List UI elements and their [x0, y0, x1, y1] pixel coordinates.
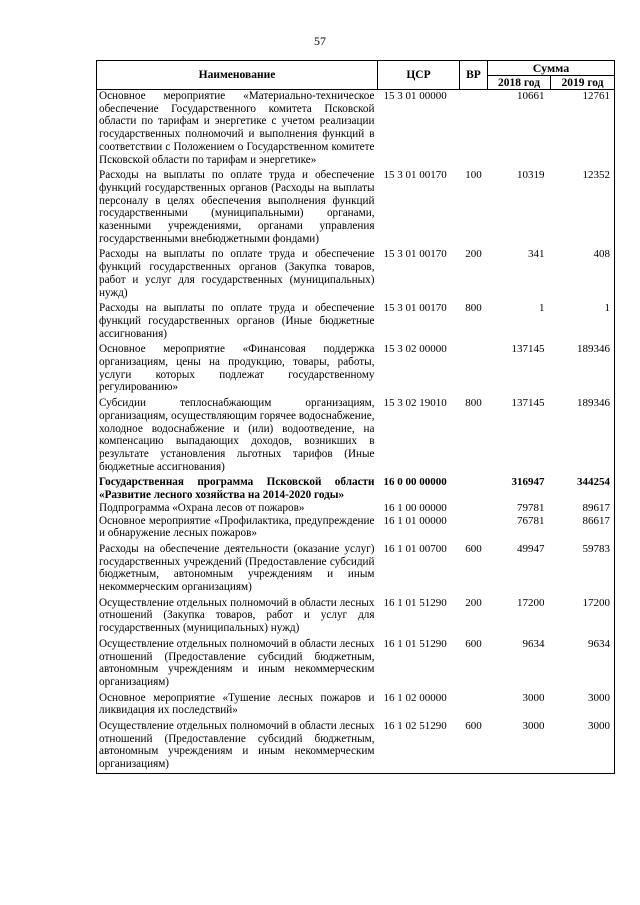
- row-sum-2019-cell: 189346: [551, 340, 615, 394]
- row-sum-2019-cell: 59783: [551, 540, 615, 594]
- row-csr-cell: 16 1 01 51290: [383, 596, 447, 609]
- row-name-cell: Расходы на выплаты по оплате труда и обеспечение функций государственных органов (Расходы на выплаты персоналу в целях обеспечения выполнения функций государственными (муниципальными) органами, казенными учреждениями, органами управления государственными внебюджетными фондами): [97, 166, 378, 245]
- header-sum: Сумма: [488, 61, 615, 76]
- row-sum-2018-cell: 10319: [517, 169, 545, 182]
- budget-table: [96, 60, 615, 774]
- row-sum-2019-cell: 344254: [551, 473, 615, 501]
- table-row: [97, 473, 615, 501]
- row-name-cell: Основное мероприятие «Профилактика, предупреждение и обнаружение лесных пожаров»: [97, 515, 378, 540]
- row-name-cell: Расходы на выплаты по оплате труда и обеспечение функций государственных органов (Иные бюджетные ассигнования): [97, 299, 378, 340]
- row-vr-cell: 200: [465, 596, 482, 609]
- row-sum-2018-cell: 341: [528, 248, 545, 261]
- row-sum-2019-cell: 86617: [551, 515, 615, 540]
- row-vr-cell: 100: [465, 169, 482, 182]
- row-csr-cell: 16 1 01 00000: [383, 514, 447, 527]
- row-sum-2018-cell: 3000: [488, 717, 551, 773]
- page-number: 57: [314, 34, 326, 48]
- table-row: [97, 90, 615, 167]
- row-csr-cell: 15 3 01 00170: [383, 302, 447, 315]
- table-row: [97, 502, 615, 515]
- row-csr-cell: 15 3 02 00000: [383, 343, 447, 356]
- row-csr-cell: 16 0 00 00000: [383, 476, 447, 489]
- row-sum-2019-cell: 3000: [551, 689, 615, 717]
- row-vr-cell: 600: [465, 542, 482, 555]
- table-row: [97, 515, 615, 540]
- table-row: [97, 540, 615, 594]
- row-sum-2018-cell: 17200: [517, 596, 545, 609]
- row-name-cell: Основное мероприятие «Тушение лесных пожаров и ликвидация их последствий»: [97, 689, 378, 717]
- table-row: [97, 594, 615, 635]
- row-sum-2018-cell: 9634: [522, 637, 545, 650]
- row-sum-2019-cell: 12352: [551, 166, 615, 245]
- row-sum-2018-cell: 10661: [517, 90, 545, 102]
- row-vr-cell: [460, 340, 488, 394]
- header-csr: ЦСР: [378, 61, 460, 90]
- table-row: [97, 635, 615, 689]
- row-name-cell: Осуществление отдельных полномочий в области лесных отношений (Предоставление субсидий бюджетным, автономным учреждениям и иным некоммерческим организациям): [97, 717, 378, 773]
- table-row: [97, 166, 615, 245]
- row-csr-cell: 15 3 01 00170: [383, 169, 447, 182]
- row-sum-2019-cell: 408: [551, 245, 615, 299]
- table-row: [97, 245, 615, 299]
- header-vr: ВР: [460, 61, 488, 90]
- row-name-cell: Расходы на обеспечение деятельности (оказание услуг) государственных учреждений (Предоставление субсидий бюджетным, автономным учреждениям и иным некоммерческим организациям): [97, 540, 378, 594]
- row-sum-2018-cell: 49947: [517, 542, 545, 555]
- row-vr-cell: 800: [465, 397, 482, 410]
- row-csr-cell: 16 1 00 00000: [383, 501, 447, 514]
- header-year-2018: 2018 год: [488, 76, 551, 90]
- row-sum-2018-cell: 137145: [511, 343, 545, 356]
- row-sum-2019-cell: 89617: [551, 502, 615, 515]
- header-name: Наименование: [97, 61, 378, 90]
- row-sum-2018-cell: 1: [539, 302, 545, 315]
- row-sum-2018-cell: 3000: [522, 691, 545, 704]
- row-sum-2018-cell: 137145: [511, 397, 545, 410]
- row-csr-cell: 15 3 01 00170: [383, 248, 447, 261]
- row-vr-cell: 800: [465, 302, 482, 315]
- row-sum-2019-cell: 3000: [551, 717, 615, 773]
- row-csr-cell: 16 1 01 00700: [383, 542, 447, 555]
- table-body: [97, 90, 615, 774]
- row-sum-2018-cell: 79781: [517, 501, 545, 514]
- row-sum-2019-cell: 1: [551, 299, 615, 340]
- row-name-cell: Субсидии теплоснабжающим организациям, организациям, осуществляющим горячее водоснабжение, холодное водоснабжение и (или) водоотведение, на компенсацию выпадающих доходов, возникших в результате установления льготных тарифов (Иные бюджетные ассигнования): [97, 394, 378, 473]
- row-sum-2019-cell: 12761: [551, 90, 615, 167]
- row-vr-cell: [460, 473, 488, 501]
- row-vr-cell: [460, 689, 488, 717]
- table-row: [97, 689, 615, 717]
- row-name-cell: Осуществление отдельных полномочий в области лесных отношений (Закупка товаров, работ и услуг для государственных (муниципальных) нужд): [97, 594, 378, 635]
- row-sum-2019-cell: 189346: [551, 394, 615, 473]
- row-vr-cell: 600: [465, 637, 482, 650]
- row-csr-cell: 16 1 01 51290: [383, 637, 447, 650]
- row-csr-cell: 15 3 02 19010: [383, 397, 447, 410]
- table-row: [97, 394, 615, 473]
- row-vr-cell: [460, 90, 488, 167]
- header-year-2019: 2019 год: [551, 76, 615, 90]
- row-sum-2019-cell: 9634: [551, 635, 615, 689]
- row-vr-cell: 200: [465, 248, 482, 261]
- row-name-cell: Осуществление отдельных полномочий в области лесных отношений (Предоставление субсидий бюджетным, автономным учреждениям и иным некоммерческим организациям): [97, 635, 378, 689]
- table-row: [97, 717, 615, 773]
- row-name-cell: Основное мероприятие «Материально-техническое обеспечение Государственного комитета Псковской области по тарифам и энергетике с учетом реализации государственных полномочий и выполнения функций в соответствии с Положением о Государственном комитете Псковской области по тарифам и энергетике»: [97, 90, 378, 167]
- row-name-cell: Государственная программа Псковской области «Развитие лесного хозяйства на 2014-2020 годы»: [97, 473, 378, 501]
- row-sum-2018-cell: 316947: [511, 476, 545, 489]
- row-csr-cell: 16 1 02 51290: [378, 717, 460, 773]
- table-row: [97, 299, 615, 340]
- row-sum-2018-cell: 76781: [517, 514, 545, 527]
- table-row: [97, 340, 615, 394]
- table-header: [97, 61, 615, 90]
- row-name-cell: Основное мероприятие «Финансовая поддержка организациям, цены на продукцию, товары, работы, услуги которых подлежат государственному регулированию»: [97, 340, 378, 394]
- row-csr-cell: 15 3 01 00000: [383, 90, 447, 102]
- row-vr-cell: [460, 502, 488, 515]
- row-name-cell: Расходы на выплаты по оплате труда и обеспечение функций государственных органов (Закупка товаров, работ и услуг для государственных (муниципальных) нужд): [97, 245, 378, 299]
- row-vr-cell: [460, 515, 488, 540]
- row-csr-cell: 16 1 02 00000: [383, 691, 447, 704]
- row-name-cell: Подпрограмма «Охрана лесов от пожаров»: [97, 502, 378, 515]
- row-vr-cell: 600: [460, 717, 488, 773]
- row-sum-2019-cell: 17200: [551, 594, 615, 635]
